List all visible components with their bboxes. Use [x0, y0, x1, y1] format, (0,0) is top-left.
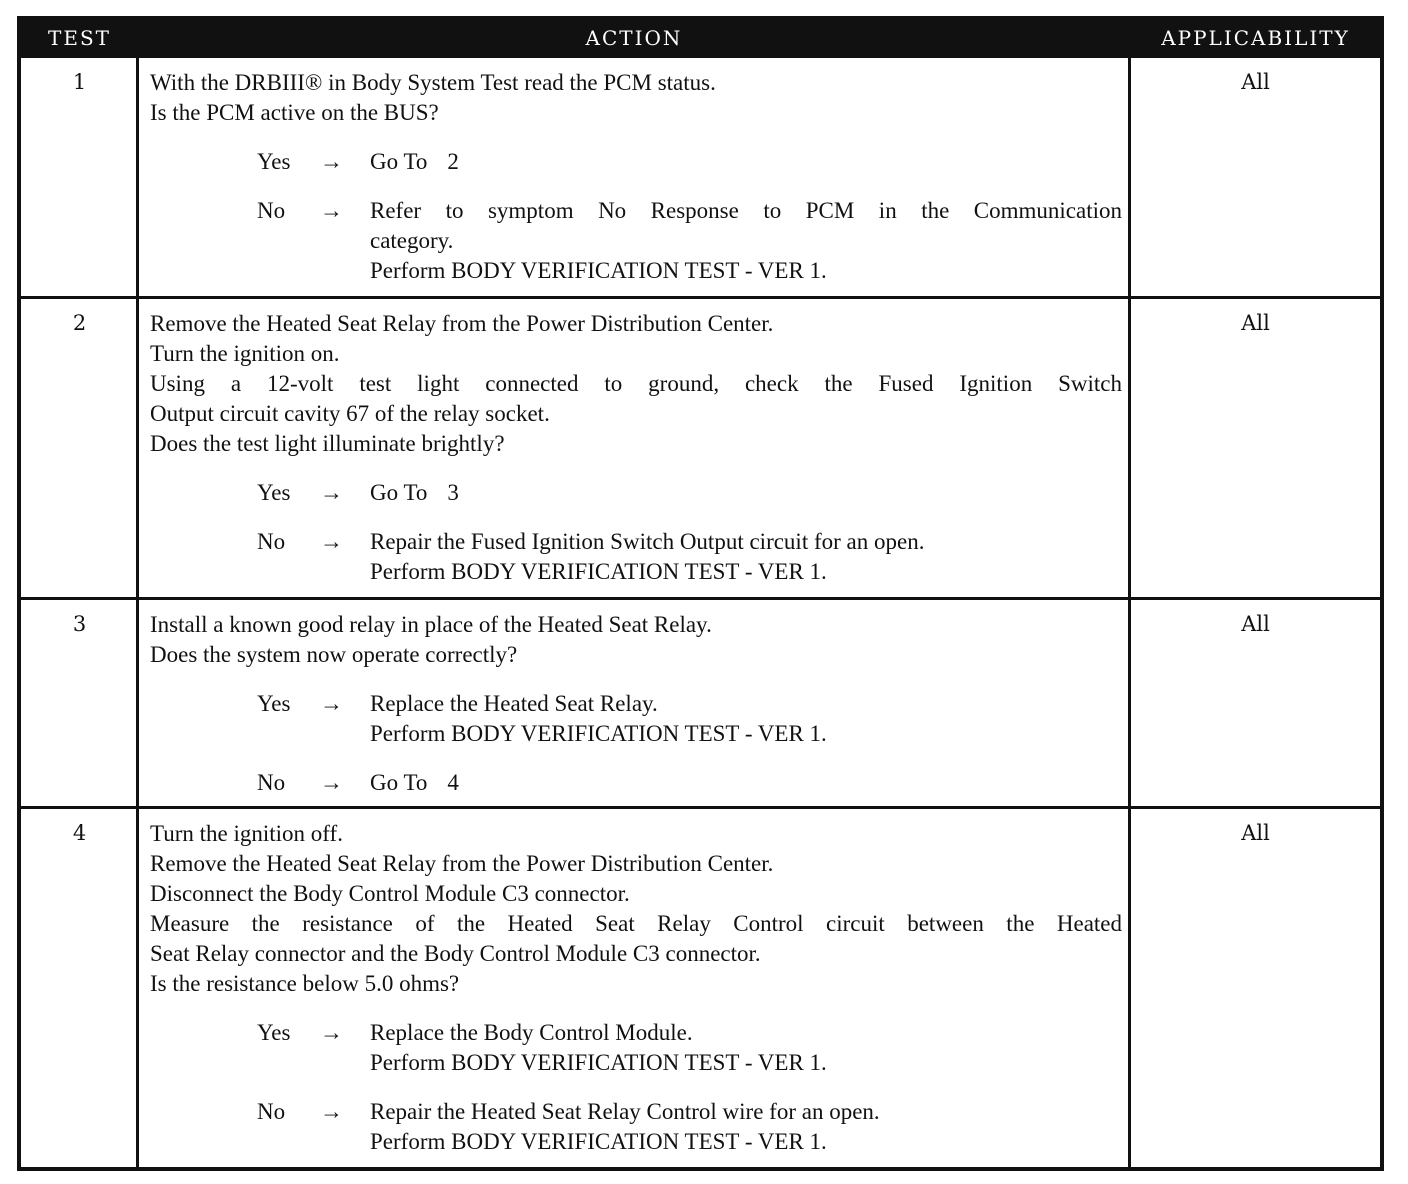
yes-branch — [150, 147, 1122, 177]
no-label: No — [257, 770, 286, 795]
yes-branch — [150, 478, 1122, 508]
arrow-icon: → — [320, 691, 343, 716]
result-line: Perform BODY VERIFICATION TEST - VER 1. — [370, 1129, 827, 1154]
result-line: Refer to symptom No Response to PCM in the Communication — [370, 198, 1122, 223]
action-line: Measure the resistance of the Heated Seat Relay Control circuit between the Heated — [150, 911, 1122, 936]
action-line: Remove the Heated Seat Relay from the Power Distribution Center. — [150, 311, 774, 336]
result-line: Repair the Heated Seat Relay Control wire for an open. — [370, 1099, 880, 1124]
action-line: Seat Relay connector and the Body Control Module C3 connector. — [150, 941, 761, 966]
yes-branch — [150, 1018, 1122, 1078]
arrow-icon: → — [320, 1020, 343, 1045]
table-header — [21, 20, 1380, 58]
arrow-icon: → — [320, 198, 343, 223]
no-label: No — [257, 198, 286, 223]
table-row — [21, 600, 1380, 807]
goto-step — [370, 768, 1122, 798]
action-line: Install a known good relay in place of the Heated Seat Relay. — [150, 612, 712, 637]
applicability-value: All — [1241, 821, 1270, 845]
applicability-value: All — [1241, 612, 1270, 636]
table-row — [21, 58, 1380, 298]
action-line: Is the PCM active on the BUS? — [150, 100, 439, 125]
table-row — [21, 809, 1380, 1169]
arrow-icon: → — [320, 1099, 343, 1124]
yes-label: Yes — [257, 149, 291, 174]
arrow-icon: → — [320, 770, 343, 795]
action-cell — [150, 309, 1122, 587]
branch-result — [370, 689, 1122, 749]
test-number: 2 — [72, 311, 87, 335]
table-row — [21, 299, 1380, 597]
action-line: Output circuit cavity 67 of the relay socket. — [150, 401, 550, 426]
result-line: Replace the Heated Seat Relay. — [370, 691, 658, 716]
result-line: Perform BODY VERIFICATION TEST - VER 1. — [370, 721, 827, 746]
arrow-icon: → — [320, 149, 343, 174]
goto-number: 2 — [447, 149, 459, 174]
action-cell — [150, 819, 1122, 1157]
action-line: Turn the ignition off. — [150, 821, 343, 846]
no-label: No — [257, 1099, 286, 1124]
branch-result — [370, 196, 1122, 286]
action-line: Using a 12-volt test light connected to ground, check the Fused Ignition Switch — [150, 371, 1122, 396]
header-applicability: APPLICABILITY — [1161, 26, 1350, 50]
applicability-value: All — [1241, 311, 1270, 335]
result-line: Replace the Body Control Module. — [370, 1020, 693, 1045]
goto-label: Go To — [370, 770, 428, 795]
goto-label: Go To — [370, 149, 428, 174]
goto-step — [370, 147, 1122, 177]
action-line: With the DRBIII® in Body System Test read the PCM status. — [150, 70, 716, 95]
goto-number: 4 — [447, 770, 459, 795]
action-line: Disconnect the Body Control Module C3 connector. — [150, 881, 630, 906]
no-branch — [150, 1097, 1122, 1157]
result-line: Perform BODY VERIFICATION TEST - VER 1. — [370, 1050, 827, 1075]
yes-branch — [150, 689, 1122, 749]
yes-label: Yes — [257, 691, 291, 716]
test-number: 4 — [72, 821, 87, 845]
action-cell — [150, 610, 1122, 798]
header-test: TEST — [48, 26, 111, 50]
yes-label: Yes — [257, 1020, 291, 1045]
applicability-value: All — [1241, 70, 1270, 94]
arrow-icon: → — [320, 480, 343, 505]
goto-label: Go To — [370, 480, 428, 505]
action-line: Does the test light illuminate brightly? — [150, 431, 505, 456]
result-line: category. — [370, 228, 454, 253]
goto-step — [370, 478, 1122, 508]
test-number: 1 — [72, 70, 87, 94]
goto-number: 3 — [447, 480, 459, 505]
yes-label: Yes — [257, 480, 291, 505]
action-line: Is the resistance below 5.0 ohms? — [150, 971, 460, 996]
branch-result — [370, 527, 1122, 587]
action-cell — [150, 68, 1122, 286]
branch-result — [370, 1018, 1122, 1078]
test-number: 3 — [72, 612, 87, 636]
action-line: Does the system now operate correctly? — [150, 642, 518, 667]
no-branch — [150, 527, 1122, 587]
header-action: ACTION — [585, 26, 683, 50]
action-line: Turn the ignition on. — [150, 341, 340, 366]
result-line: Perform BODY VERIFICATION TEST - VER 1. — [370, 559, 827, 584]
action-line: Remove the Heated Seat Relay from the Power Distribution Center. — [150, 851, 774, 876]
no-label: No — [257, 529, 286, 554]
result-line: Perform BODY VERIFICATION TEST - VER 1. — [370, 258, 827, 283]
diagnostic-test-table — [17, 16, 1384, 1171]
result-line: Repair the Fused Ignition Switch Output circuit for an open. — [370, 529, 925, 554]
no-branch — [150, 196, 1122, 286]
no-branch — [150, 768, 1122, 798]
arrow-icon: → — [320, 529, 343, 554]
branch-result — [370, 1097, 1122, 1157]
